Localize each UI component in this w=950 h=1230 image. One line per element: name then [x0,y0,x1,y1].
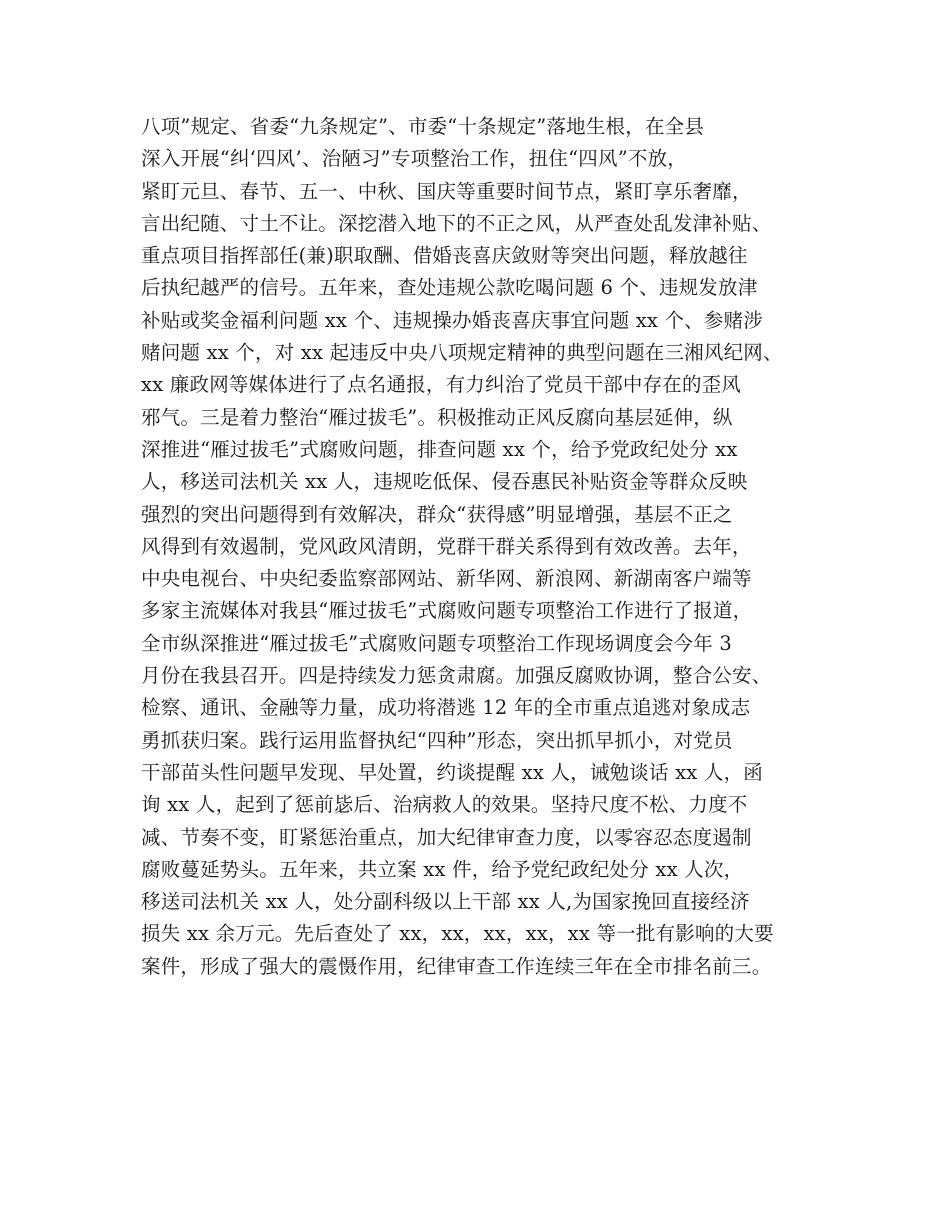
text-line: 勇抓获归案。践行运用监督执纪“四种”形态，突出抓早抓小，对党员 [141,728,733,752]
text-line: 深推进“雁过拔毛”式腐败问题，排查问题 xx 个，给予党政纪处分 xx [141,437,738,461]
text-line: 风得到有效遏制，党风政风清朗，党群干群关系得到有效改善。去年， [141,534,752,558]
text-line: 赌问题 xx 个，对 xx 起违反中央八项规定精神的典型问题在三湘风纪网、 [141,341,783,365]
text-line: 言出纪随、寸土不让。深挖潜入地下的不正之风，从严查处乱发津补贴、 [141,211,772,235]
text-line: 多家主流媒体对我县“雁过拔毛”式腐败问题专项整治工作进行了报道， [141,599,753,623]
text-line: 全市纵深推进“雁过拔毛”式腐败问题专项整治工作现场调度会今年 3 [141,631,732,655]
text-line: 中央电视台、中央纪委监察部网站、新华网、新浪网、新湖南客户端等 [141,567,752,591]
text-line: 人，移送司法机关 xx 人，违规吃低保、侵吞惠民补贴资金等群众反映 [141,470,748,494]
text-line: 案件，形成了强大的震慑作用，纪律审查工作连续三年在全市排名前三。 [141,954,772,978]
text-line: xx 廉政网等媒体进行了点名通报，有力纠治了党员干部中存在的歪风 [141,373,742,397]
text-line: 腐败蔓延势头。五年来，共立案 xx 件，给予党纪政纪处分 xx 人次， [141,857,744,881]
text-line: 补贴或奖金福利问题 xx 个、违规操办婚丧喜庆事宜问题 xx 个、参赌涉 [141,308,763,332]
text-line: 深入开展“纠‘四风’、治陋习”专项整治工作，扭住“四风”不放， [141,147,687,171]
text-line: 后执纪越严的信号。五年来，查处违规公款吃喝问题 6 个、违规发放津 [141,276,758,300]
text-line: 重点项目指挥部任(兼)职取酬、借婚丧喜庆敛财等突出问题，释放越往 [141,244,748,268]
text-line: 询 xx 人，起到了惩前毖后、治病救人的效果。坚持尺度不松、力度不 [141,793,748,817]
text-line: 邪气。三是着力整治“雁过拔毛”。积极推动正风反腐向基层延伸，纵 [141,405,733,429]
text-line: 八项”规定、省委“九条规定”、市委“十条规定”落地生根，在全县 [141,115,705,138]
text-line: 检察、通讯、金融等力量，成功将潜逃 12 年的全市重点追逃对象成志 [141,696,751,720]
text-line: 强烈的突出问题得到有效解决，群众“获得感”明显增强，基层不正之 [141,502,733,526]
text-line: 损失 xx 余万元。先后查处了 xx，xx，xx，xx，xx 等一批有影响的大要 [141,922,774,946]
text-line: 减、节奏不变，盯紧惩治重点，加大纪律审查力度，以零容忍态度遏制 [141,825,752,849]
text-line: 移送司法机关 xx 人，处分副科级以上干部 xx 人,为国家挽回直接经济 [141,890,750,914]
text-line: 月份在我县召开。四是持续发力惩贪肃腐。加强反腐败协调，整合公安、 [141,664,772,688]
body-text [141,111,841,983]
text-line: 干部苗头性问题早发现、早处置，约谈提醒 xx 人，诫勉谈话 xx 人，函 [141,760,763,784]
text-line: 紧盯元旦、春节、五一、中秋、国庆等重要时间节点，紧盯享乐奢靡， [141,179,752,203]
